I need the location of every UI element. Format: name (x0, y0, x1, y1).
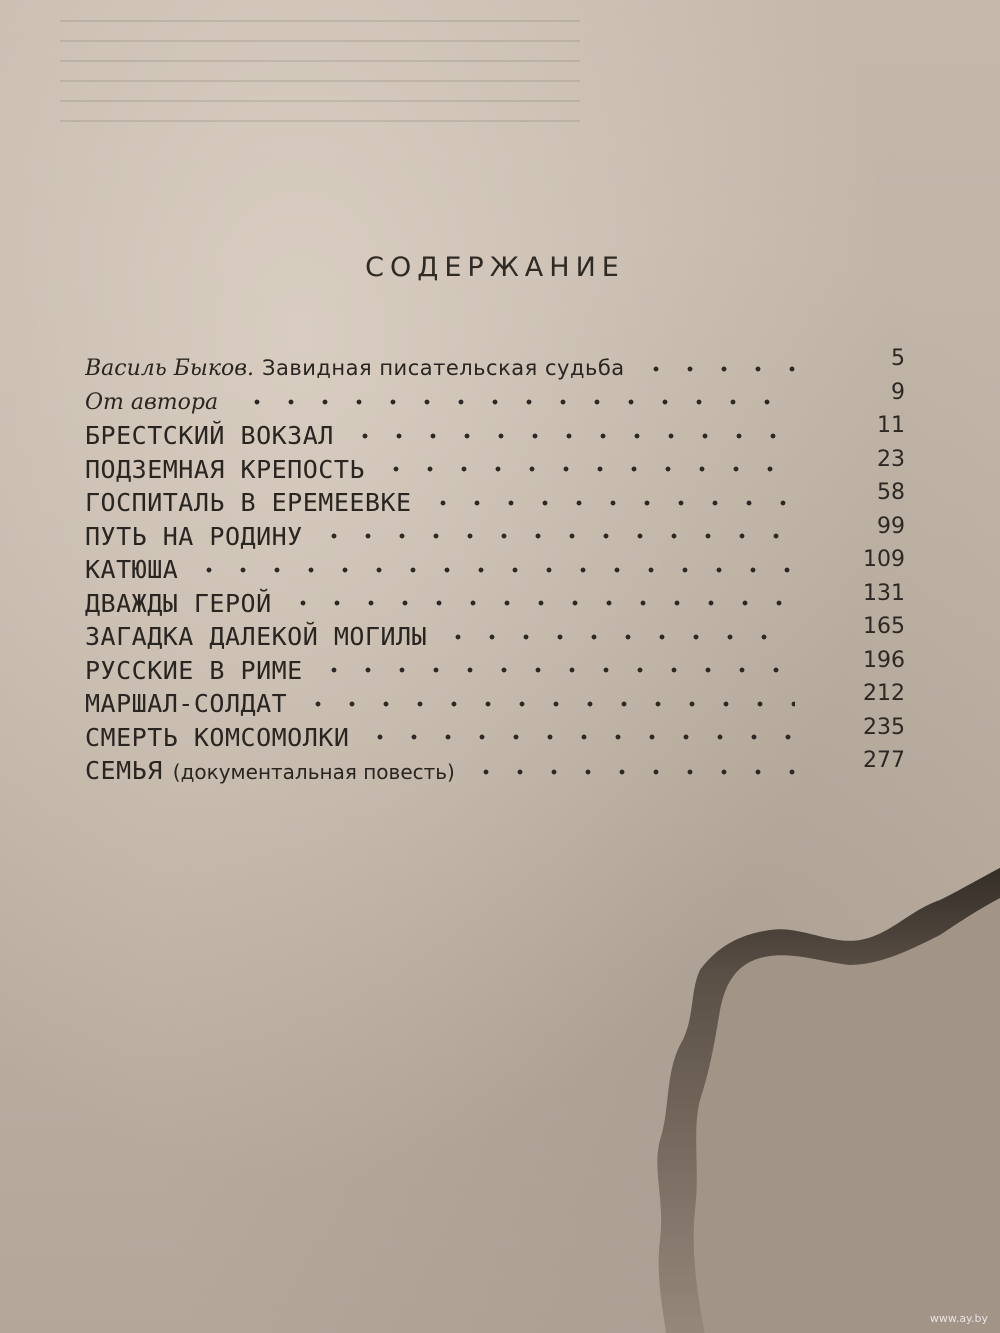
toc-entry (85, 413, 905, 453)
dot-leader (441, 632, 795, 642)
dot-leader (363, 732, 795, 742)
toc-entry (85, 379, 905, 420)
toc-page-number: 212 (863, 681, 905, 706)
dot-leader (426, 498, 795, 508)
toc-entry-title: ГОСПИТАЛЬ В ЕРЕМЕЕВКЕ (85, 488, 412, 517)
toc-entry-title: СЕМЬЯ (85, 756, 163, 785)
toc-entry-text (85, 620, 795, 653)
toc-entry-text (85, 587, 795, 620)
toc-entry (85, 480, 905, 520)
toc-entry-author: Василь Быков. (85, 356, 255, 381)
toc-entry-title: БРЕСТСКИЙ ВОКЗАЛ (85, 421, 334, 450)
toc-entry (85, 580, 905, 621)
toc-entry (85, 647, 905, 688)
toc-page-number: 23 (877, 446, 905, 472)
toc-entry-text (85, 654, 795, 687)
toc-page-number: 99 (877, 513, 905, 539)
torn-page-edge (640, 840, 1000, 1333)
toc-entry-text (85, 553, 795, 586)
toc-entry-text (85, 520, 795, 553)
toc-entry-title: Завидная писательская судьба (262, 356, 625, 380)
toc-entry-title: ПУТЬ НА РОДИНУ (85, 521, 303, 551)
toc-entry (85, 346, 905, 386)
toc-entry-subtitle: (документальная повесть) (172, 760, 455, 784)
toc-entry-text (85, 687, 795, 720)
toc-page-number: 9 (891, 379, 905, 405)
page-title: СОДЕРЖАНИЕ (365, 252, 625, 283)
dot-leader (240, 397, 795, 407)
toc-entry-text (85, 486, 795, 519)
toc-entry (85, 513, 905, 554)
toc-page-number: 277 (863, 748, 905, 773)
dot-leader (317, 531, 795, 541)
toc-entry (85, 714, 905, 755)
dot-leader (317, 665, 795, 675)
toc-entry-text (85, 754, 795, 789)
toc-entry-text (85, 419, 795, 452)
toc-entry (85, 614, 905, 654)
toc-entry (85, 681, 905, 721)
toc-entry-text (85, 352, 795, 385)
dot-leader (192, 565, 795, 575)
table-of-contents (85, 346, 905, 788)
toc-page-number: 58 (877, 480, 905, 505)
toc-page-number: 196 (863, 647, 905, 673)
toc-entry-title: КАТЮША (85, 555, 179, 584)
toc-page-number: 131 (863, 580, 905, 606)
toc-entry-title: От автора (85, 389, 219, 415)
toc-entry (85, 547, 905, 587)
toc-page-number: 165 (863, 614, 905, 639)
toc-page-number: 109 (863, 547, 905, 572)
toc-page-number: 11 (877, 413, 905, 438)
toc-entry-text (85, 453, 795, 486)
toc-entry-title: СМЕРТЬ КОМСОМОЛКИ (85, 722, 350, 752)
toc-entry-text (85, 721, 795, 754)
dot-leader (639, 364, 795, 374)
toc-entry-title: ДВАЖДЫ ГЕРОЙ (85, 588, 272, 618)
dot-leader (301, 699, 795, 709)
toc-entry-title: ПОДЗЕМНАЯ КРЕПОСТЬ (85, 454, 365, 484)
toc-entry (85, 748, 905, 788)
dot-leader (379, 464, 795, 474)
dot-leader (348, 431, 795, 441)
dot-leader (469, 767, 795, 777)
dot-leader (286, 598, 795, 608)
toc-entry-title: РУССКИЕ В РИМЕ (85, 655, 303, 685)
toc-entry (85, 446, 905, 487)
toc-entry-text (85, 386, 795, 419)
watermark: www.ay.by (929, 1312, 988, 1325)
show-through-text (60, 20, 580, 130)
toc-page-number: 5 (891, 346, 905, 371)
toc-entry-title: ЗАГАДКА ДАЛЕКОЙ МОГИЛЫ (85, 622, 428, 651)
toc-entry-title: МАРШАЛ-СОЛДАТ (85, 689, 288, 718)
toc-page-number: 235 (863, 714, 905, 740)
